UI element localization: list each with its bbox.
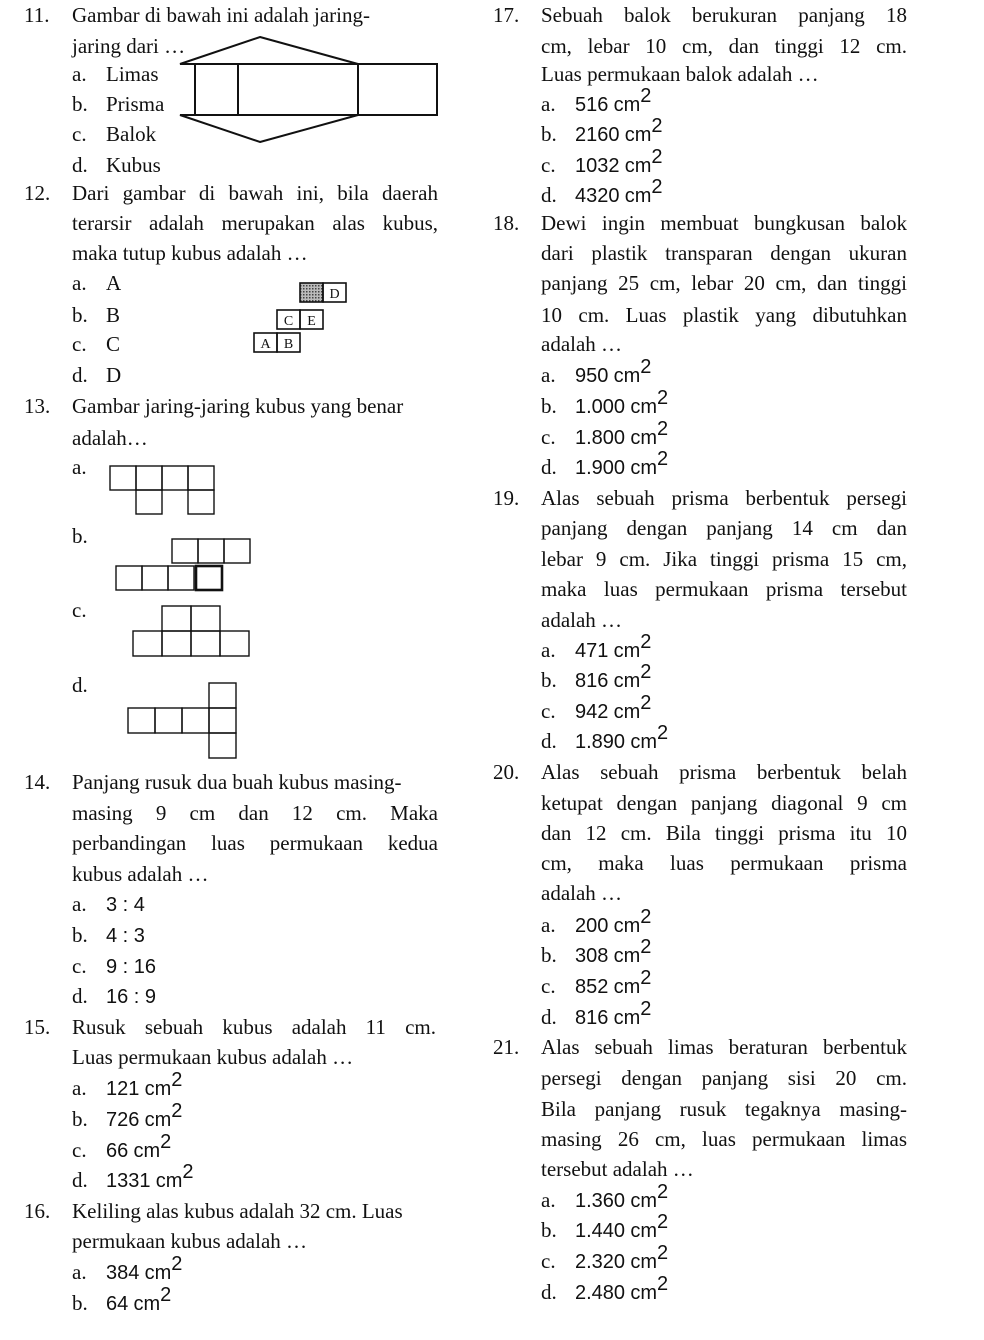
question-text-line: masing 9 cm dan 12 cm. Maka [72, 801, 438, 825]
option-a[interactable]: a. 516 $cm^2$ [541, 85, 652, 116]
question-text-line: Bila panjang rusuk tegaknya masing- [541, 1097, 907, 1121]
option-b[interactable]: b. 726 $cm^2$ [72, 1100, 183, 1131]
option-a[interactable]: a. [72, 455, 87, 479]
option-d[interactable]: d. 816 $cm^2$ [541, 998, 652, 1029]
question-number: 14. [24, 770, 51, 794]
option-c[interactable]: c. 9 : 16 [72, 954, 157, 978]
question-text-line: Sebuah balok berukuran panjang 18 [541, 3, 907, 27]
option-b[interactable]: b. 4 : 3 [72, 923, 145, 947]
label-a: A [260, 337, 271, 352]
question-text-line: Keliling alas kubus adalah 32 cm. Luas [72, 1199, 403, 1223]
question-text-line: Dewi ingin membuat bungkusan balok [541, 211, 907, 235]
label-e: E [307, 314, 316, 329]
option-b[interactable]: b. 1.000 $cm^2$ [541, 387, 669, 418]
question-number: 21. [493, 1035, 520, 1059]
option-d[interactable]: d. 16 : 9 [72, 984, 157, 1008]
option-a[interactable]: a. 1.360 $cm^2$ [541, 1181, 669, 1212]
question-number: 13. [24, 394, 51, 418]
question-text-line: ketupat dengan panjang diagonal 9 cm [541, 791, 907, 815]
net-c [133, 606, 249, 656]
question-text-line: Panjang rusuk dua buah kubus masing- [72, 770, 402, 794]
question-text-line: adalah … [541, 332, 623, 356]
option-b[interactable]: b. 816 $cm^2$ [541, 661, 652, 692]
question-text-line: 10 cm. Luas plastik yang dibutuhkan [541, 303, 907, 327]
question-number: 12. [24, 181, 51, 205]
option-a[interactable]: a. 200 $cm^2$ [541, 906, 652, 937]
question-text-line: Luas permukaan balok adalah … [541, 62, 819, 86]
option-a[interactable]: a. A [72, 271, 122, 295]
question-text-line: adalah… [72, 426, 148, 450]
net-d [128, 683, 236, 758]
question-text-line: Alas sebuah prisma berbentuk persegi [541, 486, 907, 510]
option-c[interactable]: c. 942 $cm^2$ [541, 692, 652, 723]
option-d[interactable]: d. Kubus [72, 153, 161, 177]
option-a[interactable]: a. Limas [72, 62, 159, 86]
question-text-line: kubus adalah … [72, 862, 209, 886]
option-b[interactable]: b. 2160 $cm^2$ [541, 115, 663, 146]
question-text-line: terarsir adalah merupakan alas kubus, [72, 211, 438, 235]
question-text-line: Gambar di bawah ini adalah jaring- [72, 3, 370, 27]
option-d[interactable]: d. 1.900 $cm^2$ [541, 448, 669, 479]
label-b: B [283, 337, 294, 352]
option-c[interactable]: c. 1032 $cm^2$ [541, 146, 663, 177]
option-d[interactable]: d. [72, 673, 88, 697]
option-b[interactable]: b. 308 $cm^2$ [541, 936, 652, 967]
question-number: 19. [493, 486, 520, 510]
question-text-line: Alas sebuah limas beraturan berbentuk [541, 1035, 907, 1059]
question-text-line: perbandingan luas permukaan kedua [72, 831, 438, 855]
question-text-line: permukaan kubus adalah … [72, 1229, 308, 1253]
label-c: C [283, 314, 294, 329]
option-b[interactable]: b. Prisma [72, 92, 165, 116]
question-text-line: adalah … [541, 608, 623, 632]
option-c[interactable]: c. 1.800 $cm^2$ [541, 418, 669, 449]
option-d[interactable]: d. 1331 $cm^2$ [72, 1161, 194, 1192]
question-number: 20. [493, 760, 520, 784]
label-d: D [329, 287, 340, 302]
option-a[interactable]: a. 384 $cm^2$ [72, 1253, 183, 1284]
option-c[interactable]: c. 852 $cm^2$ [541, 967, 652, 998]
question-number: 18. [493, 211, 520, 235]
option-c[interactable]: c. 66 $cm^2$ [72, 1131, 172, 1162]
question-number: 16. [24, 1199, 51, 1223]
question-text-line: Luas permukaan kubus adalah … [72, 1045, 354, 1069]
question-text-line: cm, maka luas permukaan prisma [541, 851, 907, 875]
option-b[interactable]: b. 1.440 $cm^2$ [541, 1211, 669, 1242]
net-b [116, 539, 250, 590]
question-text-line: maka luas permukaan prisma tersebut [541, 577, 907, 601]
question-text-line: panjang dengan panjang 14 cm dan [541, 516, 907, 540]
question-text-line: Gambar jaring-jaring kubus yang benar [72, 394, 404, 418]
question-text-line: masing 26 cm, luas permukaan limas [541, 1127, 907, 1151]
option-b[interactable]: b. [72, 524, 88, 548]
question-number: 17. [493, 3, 520, 27]
question-number: 15. [24, 1015, 51, 1039]
question-text-line: cm, lebar 10 cm, dan tinggi 12 cm. [541, 34, 907, 58]
option-d[interactable]: d. 1.890 $cm^2$ [541, 722, 669, 753]
option-d[interactable]: d. 4320 $cm^2$ [541, 176, 663, 207]
option-c[interactable]: c. C [72, 332, 121, 356]
question-text-line: panjang 25 cm, lebar 20 cm, dan tinggi [541, 271, 907, 295]
question-text-line: persegi dengan panjang sisi 20 cm. [541, 1066, 907, 1090]
question-text-line: dan 12 cm. Bila tinggi prisma itu 10 [541, 821, 907, 845]
option-d[interactable]: d. D [72, 363, 122, 387]
question-text-line: Alas sebuah prisma berbentuk belah [541, 760, 907, 784]
question-text-line: Dari gambar di bawah ini, bila daerah [72, 181, 438, 205]
question-text-line: lebar 9 cm. Jika tinggi prisma 15 cm, [541, 547, 907, 571]
option-a[interactable]: a. 3 : 4 [72, 892, 145, 916]
net-a [110, 466, 214, 514]
question-text-line: dari plastik transparan dengan ukuran [541, 241, 907, 265]
option-a[interactable]: a. 471 $cm^2$ [541, 631, 652, 662]
option-c[interactable]: c. Balok [72, 122, 157, 146]
option-d[interactable]: d. 2.480 $cm^2$ [541, 1273, 669, 1304]
option-a[interactable]: a. 950 $cm^2$ [541, 356, 652, 387]
option-c[interactable]: c. 2.320 $cm^2$ [541, 1242, 669, 1273]
question-text-line: tersebut adalah … [541, 1157, 694, 1181]
option-b[interactable]: b. 64 $cm^2$ [72, 1284, 172, 1315]
question-text-line: adalah … [541, 881, 623, 905]
question-text-line: Rusuk sebuah kubus adalah 11 cm. [72, 1015, 436, 1039]
question-text-line: maka tutup kubus adalah … [72, 241, 308, 265]
option-a[interactable]: a. 121 $cm^2$ [72, 1069, 183, 1100]
question-text-line: jaring dari … [72, 34, 186, 58]
option-c[interactable]: c. [72, 598, 87, 622]
option-b[interactable]: b. B [72, 303, 121, 327]
question-number: 11. [24, 3, 50, 27]
